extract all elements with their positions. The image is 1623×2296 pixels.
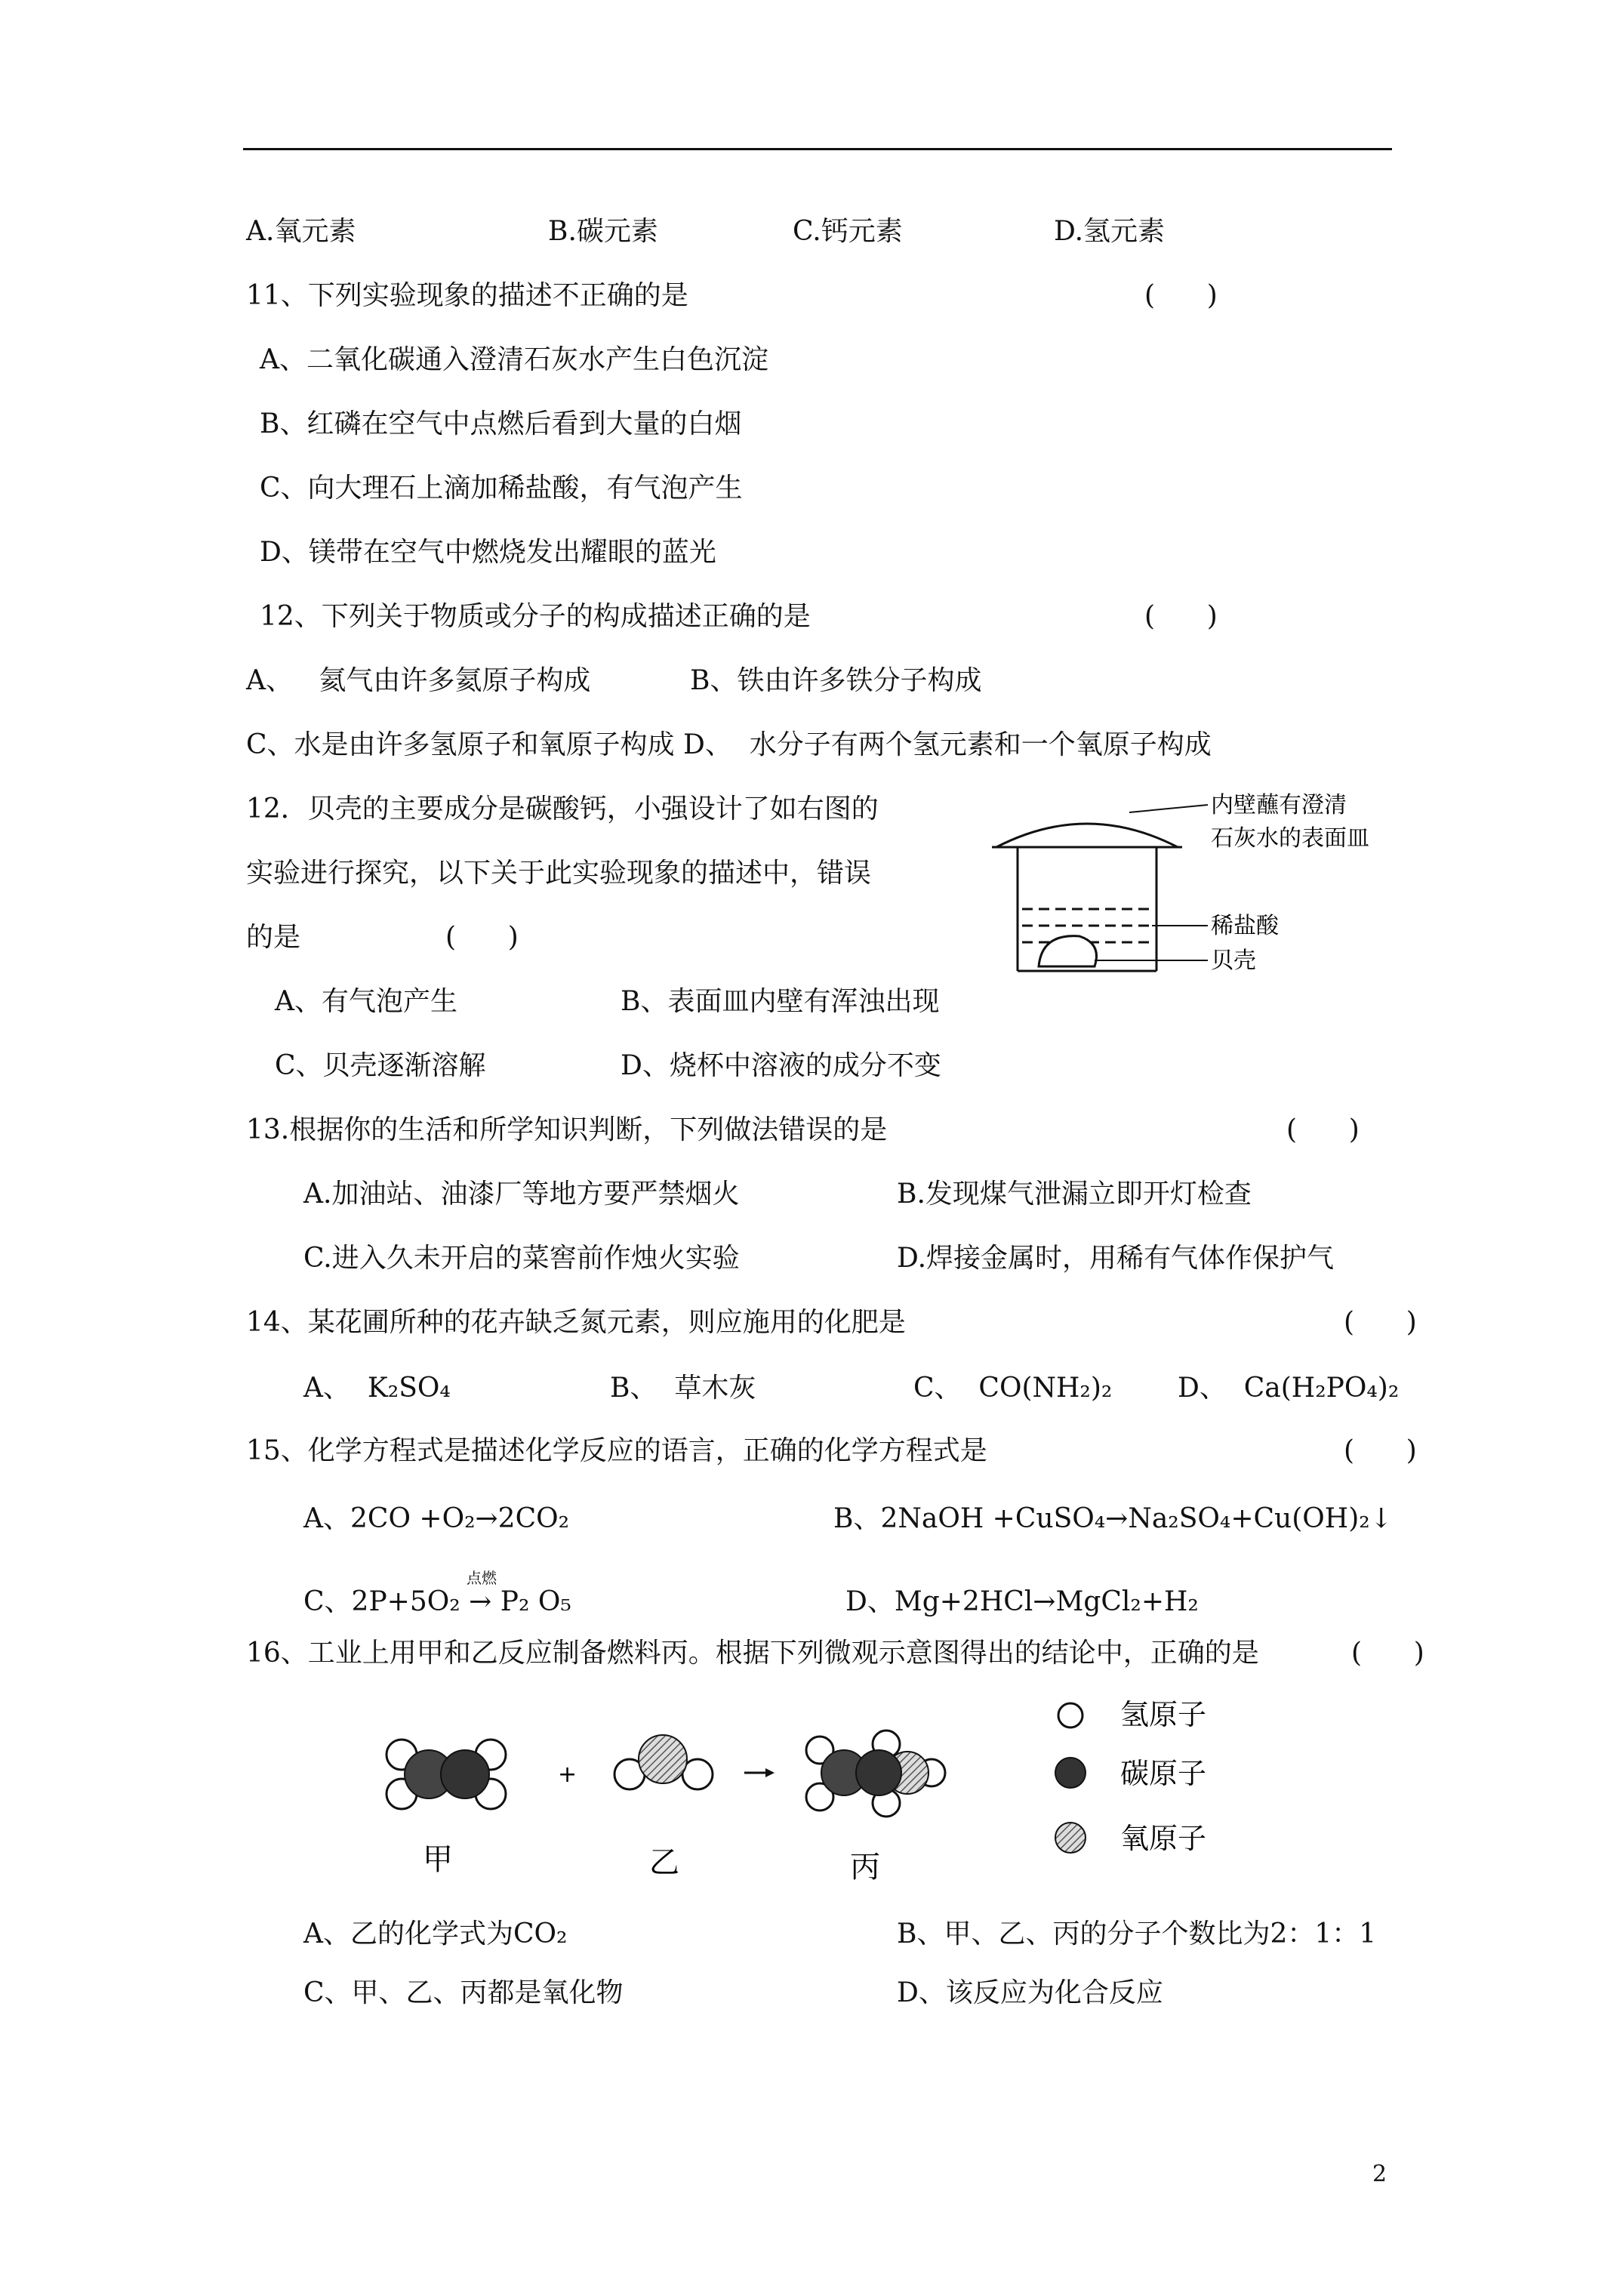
q11-option-a: A、二氧化碳通入澄清石灰水产生白色沉淀 [260, 344, 768, 375]
label-bing: 丙 [850, 1850, 880, 1885]
legend-carbon: 碳原子 [1120, 1757, 1207, 1790]
q16-option-d: D、该反应为化合反应 [897, 1977, 1163, 2008]
q10-option-c: C.钙元素 [793, 216, 903, 247]
q14-option-c: C、 CO(NH₂)₂ [913, 1373, 1113, 1404]
q13-option-d: D.焊接金属时，用稀有气体作保护气 [897, 1243, 1335, 1274]
q14-bracket: ( ) [1344, 1307, 1417, 1338]
q10-option-d: D.氢元素 [1054, 216, 1166, 247]
q13-stem: 13.根据你的生活和所学知识判断，下列做法错误的是 [246, 1114, 888, 1145]
beaker-label-acid: 稀盐酸 [1211, 913, 1279, 939]
q12b-stem-line2: 实验进行探究，以下关于此实验现象的描述中，错误 [246, 858, 872, 889]
q16-stem: 16、工业上用甲和乙反应制备燃料丙。根据下列微观示意图得出的结论中，正确的是 [246, 1638, 1259, 1669]
q15-stem: 15、化学方程式是描述化学反应的语言，正确的化学方程式是 [246, 1435, 987, 1466]
legend-hydrogen: 氢原子 [1120, 1698, 1207, 1731]
q13-option-a: A.加油站、油漆厂等地方要严禁烟火 [303, 1179, 740, 1210]
q11-option-d: D、镁带在空气中燃烧发出耀眼的蓝光 [260, 537, 716, 568]
q10-option-a: A.氧元素 [246, 216, 356, 247]
q14-option-b: B、 草木灰 [610, 1373, 756, 1404]
q13-option-c: C.进入久未开启的菜窖前作烛火实验 [303, 1243, 740, 1274]
q15-option-d: D、Mg+2HCl→MgCl₂+H₂ [845, 1586, 1199, 1617]
q14-option-d: D、 Ca(H₂PO₄)₂ [1178, 1373, 1400, 1404]
q12a-option-cd: C、水是由许多氢原子和氧原子构成 D、 水分子有两个氢元素和一个氧原子构成 [246, 729, 1212, 760]
reaction-arrow-icon [765, 1768, 775, 1777]
label-jia: 甲 [423, 1842, 453, 1877]
carbon-legend-icon [1055, 1758, 1086, 1788]
q16-bracket: ( ) [1351, 1638, 1424, 1669]
molecule-bing [806, 1730, 945, 1817]
q15-option-a: A、2CO +O₂→2CO₂ [303, 1503, 570, 1534]
q12b-option-b: B、表面皿内壁有浑浊出现 [621, 986, 940, 1017]
q15-option-c: C、2P+5O₂ → P₂ O₅ [303, 1586, 571, 1617]
q12b-option-a: A、有气泡产生 [275, 986, 457, 1017]
q14-stem: 14、某花圃所种的花卉缺乏氮元素，则应施用的化肥是 [246, 1307, 906, 1338]
plus-sign: + [558, 1761, 577, 1788]
beaker-label-watchglass-1: 内壁蘸有澄清 [1211, 792, 1347, 818]
q10-option-b: B.碳元素 [548, 216, 658, 247]
q13-bracket: ( ) [1286, 1114, 1360, 1145]
q16-option-c: C、甲、乙、丙都是氧化物 [303, 1977, 624, 2008]
beaker-label-shell: 贝壳 [1211, 948, 1256, 974]
label-yi: 乙 [649, 1845, 679, 1880]
q12b-stem-line1: 12．贝壳的主要成分是碳酸钙，小强设计了如右图的 [246, 794, 879, 824]
oxygen-legend-icon [1055, 1823, 1086, 1853]
q16-option-a: A、乙的化学式为CO₂ [303, 1918, 568, 1949]
q11-stem: 11、下列实验现象的描述不正确的是 [246, 280, 688, 311]
molecule-diagram [358, 1684, 1264, 1888]
header-rule [243, 148, 1392, 150]
q12b-option-d: D、烧杯中溶液的成分不变 [621, 1050, 941, 1081]
q12a-option-a: A、 氦气由许多氦原子构成 [246, 665, 591, 696]
legend [1055, 1698, 1206, 1855]
q13-option-b: B.发现煤气泄漏立即开灯检查 [897, 1179, 1252, 1210]
q15-bracket: ( ) [1344, 1435, 1417, 1466]
q15-option-b: B、2NaOH +CuSO₄→Na₂SO₄+Cu(OH)₂↓ [833, 1503, 1393, 1534]
q12b-stem-line3: 的是 [246, 922, 301, 953]
q16-option-b: B、甲、乙、丙的分子个数比为2：1：1 [897, 1918, 1377, 1949]
q12a-bracket: ( ) [1144, 601, 1218, 632]
legend-oxygen: 氧原子 [1120, 1822, 1207, 1855]
q15-condition: 点燃 [467, 1569, 497, 1587]
molecule-yi [614, 1735, 713, 1789]
q12a-stem: 12、下列关于物质或分子的构成描述正确的是 [260, 601, 811, 632]
beaker-diagram [981, 785, 1419, 989]
q12b-option-c: C、贝壳逐渐溶解 [275, 1050, 486, 1081]
q11-bracket: ( ) [1144, 280, 1218, 311]
q11-option-c: C、向大理石上滴加稀盐酸，有气泡产生 [260, 473, 743, 504]
q12b-bracket: ( ) [445, 922, 519, 953]
page-number: 2 [1372, 2161, 1387, 2187]
q11-option-b: B、红磷在空气中点燃后看到大量的白烟 [260, 408, 742, 439]
molecule-jia [387, 1740, 506, 1809]
q14-option-a: A、 K₂SO₄ [303, 1373, 451, 1404]
hydrogen-legend-icon [1058, 1703, 1083, 1727]
beaker-label-watchglass-2: 石灰水的表面皿 [1211, 825, 1369, 852]
q12a-option-b: B、铁由许多铁分子构成 [690, 665, 982, 696]
